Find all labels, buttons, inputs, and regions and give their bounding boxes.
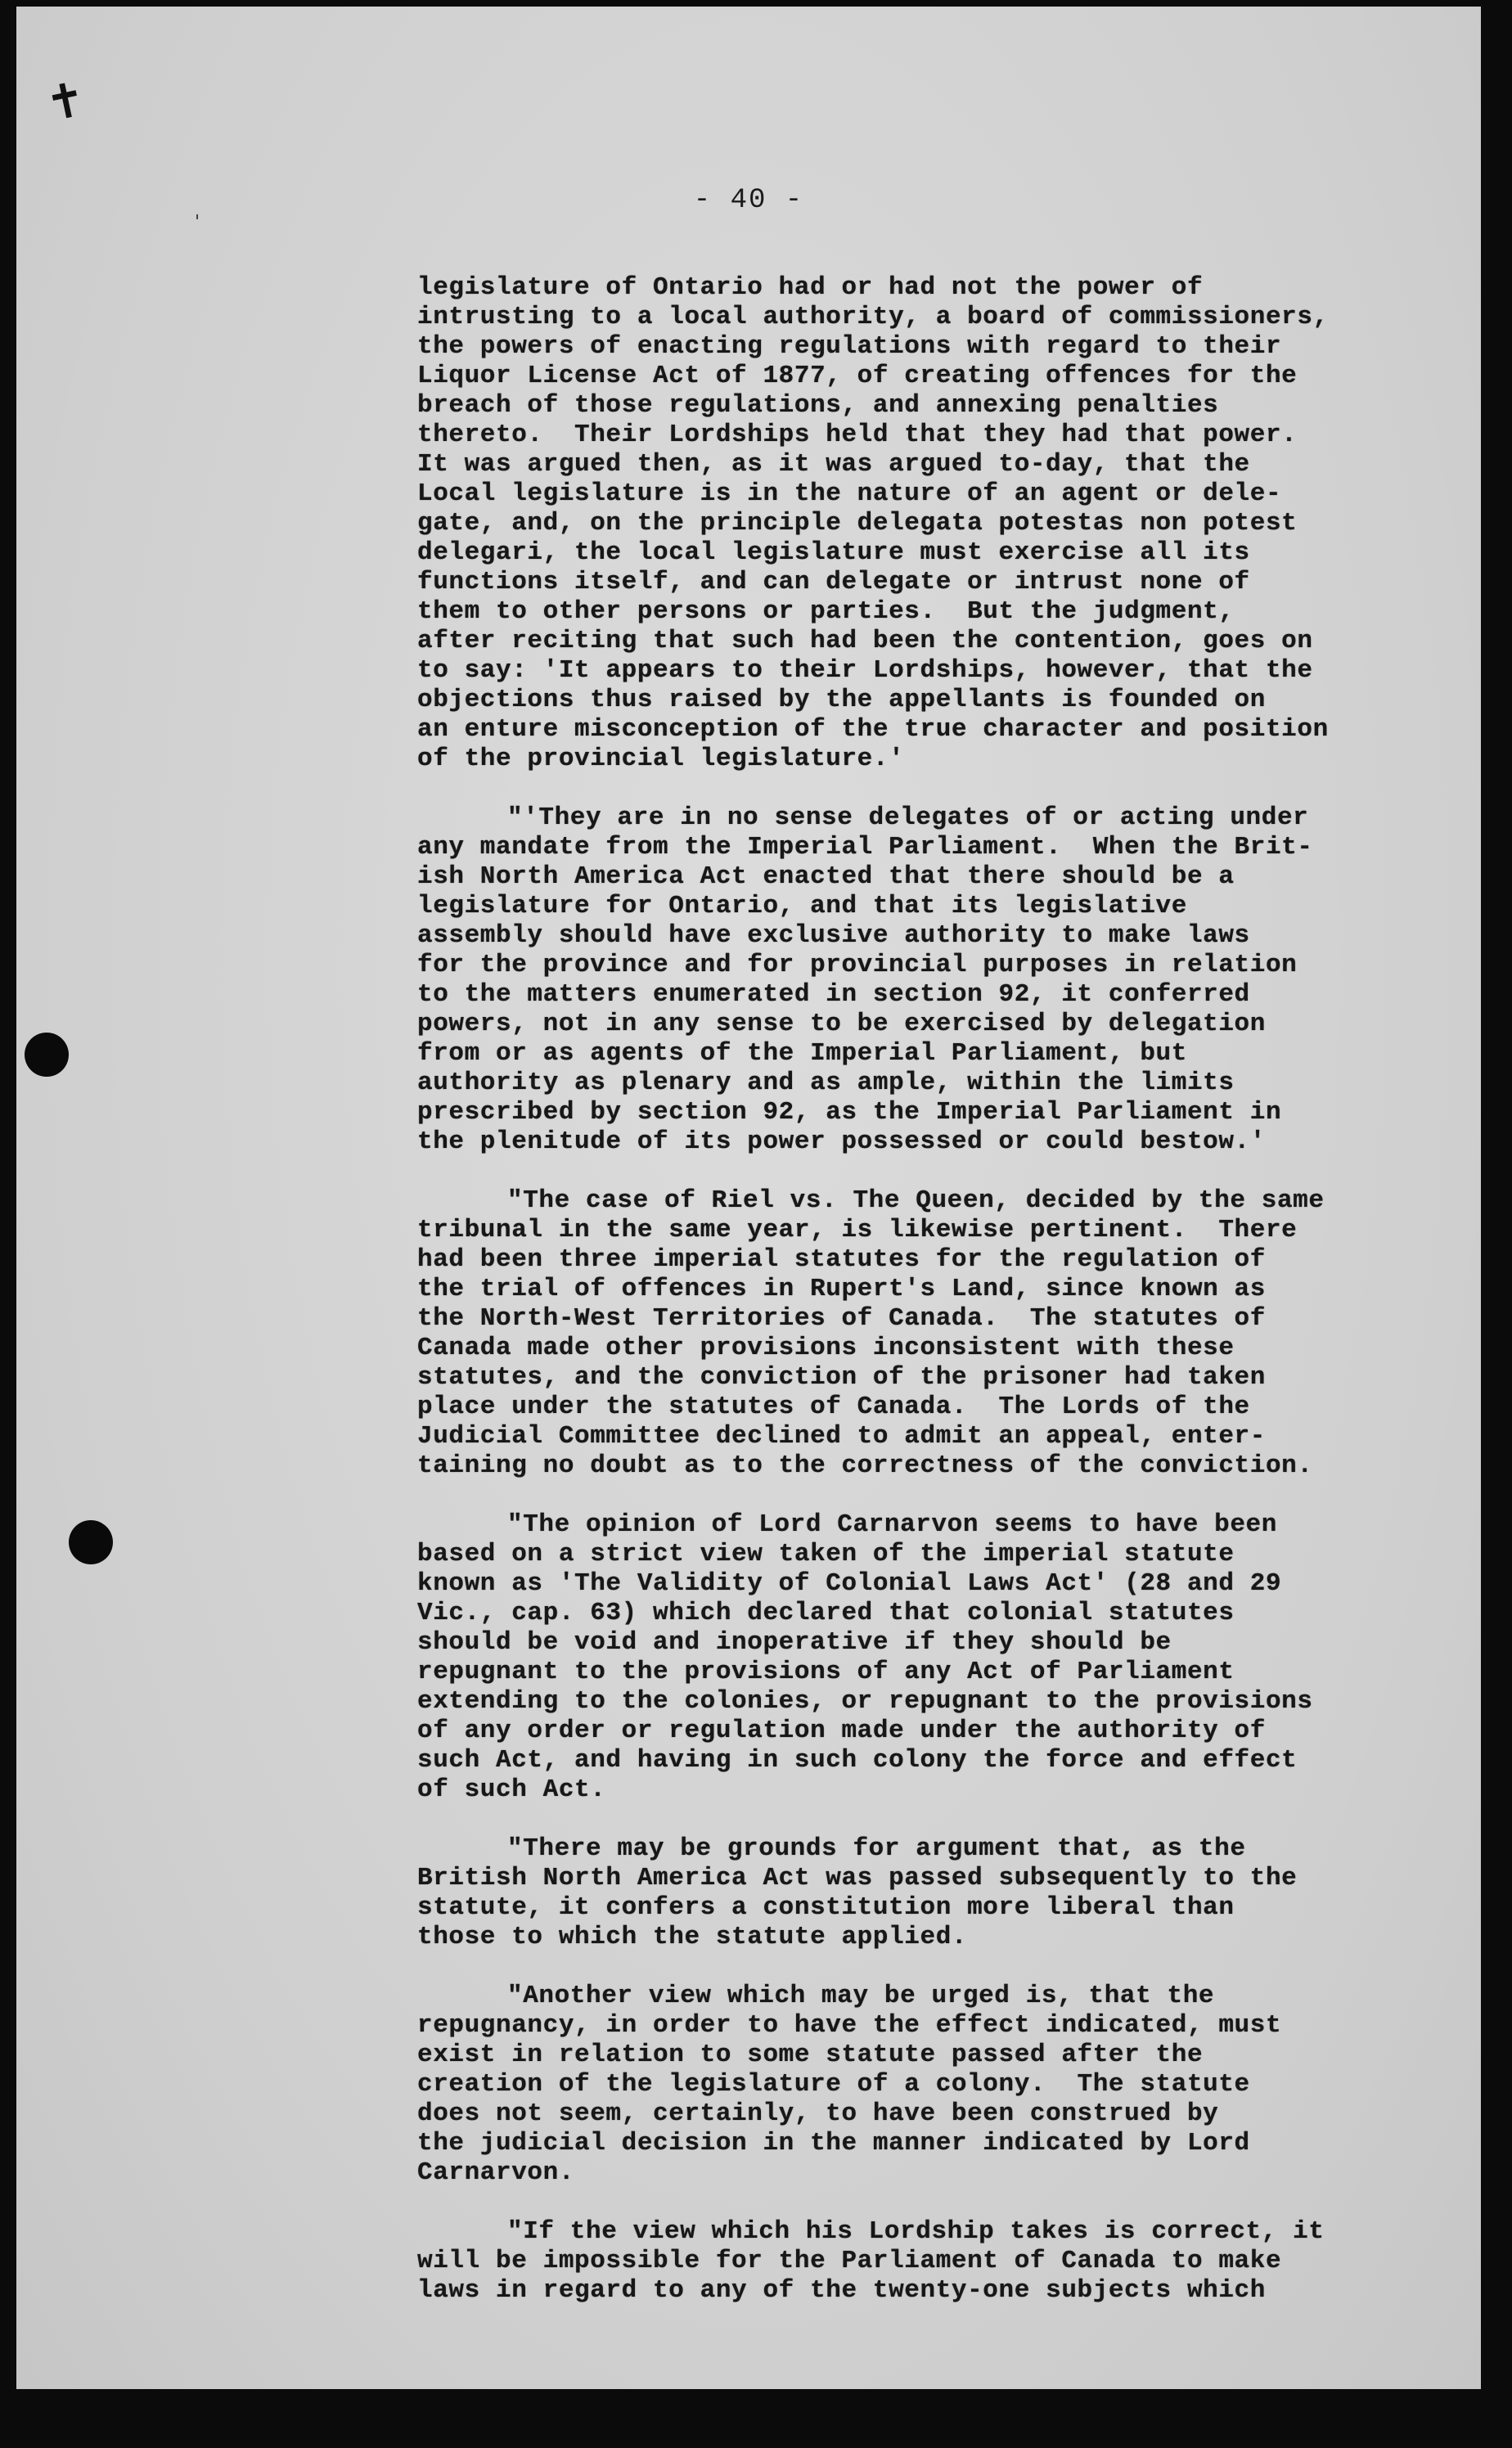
- paragraph: [417, 803, 1481, 1157]
- text-line: legislature for Ontario, and that its legislative: [417, 892, 1187, 920]
- text-line: known as 'The Validity of Colonial Laws Act' (28 and 29: [417, 1569, 1282, 1598]
- text-line: will be impossible for the Parliament of Canada to make: [417, 2247, 1282, 2275]
- text-line: "If the view which his Lordship takes is correct, it: [507, 2217, 1325, 2246]
- text-line: had been three imperial statutes for the regulation of: [417, 1245, 1266, 1274]
- text-line: the plenitude of its power possessed or could bestow.': [417, 1127, 1266, 1156]
- text-line: the trial of offences in Rupert's Land, since known as: [417, 1275, 1266, 1303]
- document-page: [16, 7, 1481, 2389]
- paragraph: [417, 2217, 1481, 2306]
- page-number: - 40 -: [693, 185, 804, 216]
- paragraph: [417, 273, 1481, 774]
- text-line: of such Act.: [417, 1775, 606, 1804]
- text-line: Canada made other provisions inconsistent with these: [417, 1334, 1235, 1362]
- text-line: from or as agents of the Imperial Parliament, but: [417, 1039, 1187, 1068]
- paragraph: [417, 1510, 1481, 1805]
- text-line: breach of those regulations, and annexing penalties: [417, 391, 1219, 420]
- text-line: Liquor License Act of 1877, of creating offences for the: [417, 362, 1298, 390]
- paragraph: [417, 1186, 1481, 1481]
- typed-body-text: [417, 273, 1481, 2335]
- text-line: repugnancy, in order to have the effect indicated, must: [417, 2011, 1282, 2040]
- text-line: legislature of Ontario had or had not the power of: [417, 273, 1204, 302]
- text-line: powers, not in any sense to be exercised by delegation: [417, 1010, 1266, 1038]
- text-line: place under the statutes of Canada. The Lords of the: [417, 1393, 1250, 1421]
- text-line: authority as plenary and as ample, within the limits: [417, 1069, 1235, 1097]
- text-line: "'They are in no sense delegates of or acting under: [507, 803, 1309, 832]
- text-line: creation of the legislature of a colony. The statute: [417, 2070, 1250, 2099]
- text-line: "Another view which may be urged is, that the: [507, 1982, 1215, 2010]
- text-line: "The case of Riel vs. The Queen, decided by the same: [507, 1186, 1325, 1215]
- text-line: should be void and inoperative if they should be: [417, 1628, 1172, 1657]
- text-line: Local legislature is in the nature of an agent or dele-: [417, 479, 1282, 508]
- text-line: intrusting to a local authority, a board of commissioners,: [417, 303, 1329, 331]
- text-line: Judicial Committee declined to admit an appeal, enter-: [417, 1422, 1266, 1451]
- punch-hole-lower: [69, 1520, 113, 1564]
- text-line: "The opinion of Lord Carnarvon seems to have been: [507, 1510, 1277, 1539]
- text-line: the powers of enacting regulations with regard to their: [417, 332, 1282, 361]
- text-line: British North America Act was passed subsequently to the: [417, 1864, 1298, 1892]
- text-line: Carnarvon.: [417, 2158, 575, 2187]
- handwritten-mark: ✝: [40, 70, 92, 133]
- text-line: any mandate from the Imperial Parliament. When the Brit-: [417, 833, 1313, 862]
- text-line: of the provincial legislature.': [417, 745, 905, 773]
- text-line: them to other persons or parties. But the judgment,: [417, 597, 1235, 626]
- text-line: taining no doubt as to the correctness of the conviction.: [417, 1451, 1313, 1480]
- text-line: gate, and, on the principle delegata potestas non potest: [417, 509, 1298, 538]
- text-line: "There may be grounds for argument that, as the: [507, 1834, 1246, 1863]
- punch-hole-upper: [25, 1033, 69, 1077]
- text-line: statutes, and the conviction of the prisoner had taken: [417, 1363, 1266, 1392]
- text-line: assembly should have exclusive authority to make laws: [417, 921, 1250, 950]
- paragraph: [417, 1834, 1481, 1952]
- text-line: statute, it confers a constitution more liberal than: [417, 1893, 1235, 1922]
- text-line: for the province and for provincial purposes in relation: [417, 951, 1298, 979]
- text-line: It was argued then, as it was argued to-day, that the: [417, 450, 1250, 479]
- text-line: objections thus raised by the appellants is founded on: [417, 686, 1266, 714]
- text-line: the judicial decision in the manner indicated by Lord: [417, 2129, 1250, 2158]
- text-line: laws in regard to any of the twenty-one subjects which: [417, 2276, 1266, 2305]
- text-line: Vic., cap. 63) which declared that colonial statutes: [417, 1599, 1235, 1627]
- text-line: to say: 'It appears to their Lordships, however, that the: [417, 656, 1313, 685]
- text-line: to the matters enumerated in section 92, it conferred: [417, 980, 1250, 1009]
- text-line: prescribed by section 92, as the Imperial Parliament in: [417, 1098, 1282, 1127]
- text-line: of any order or regulation made under the authority of: [417, 1717, 1266, 1745]
- paragraph: [417, 1982, 1481, 2188]
- text-line: such Act, and having in such colony the force and effect: [417, 1746, 1298, 1775]
- text-line: ish North America Act enacted that there should be a: [417, 862, 1235, 891]
- text-line: an enture misconception of the true character and position: [417, 715, 1329, 744]
- text-line: the North-West Territories of Canada. The statutes of: [417, 1304, 1266, 1333]
- text-line: extending to the colonies, or repugnant to the provisions: [417, 1687, 1313, 1716]
- text-line: thereto. Their Lordships held that they had that power.: [417, 421, 1298, 449]
- text-line: those to which the statute applied.: [417, 1923, 968, 1951]
- text-line: does not seem, certainly, to have been construed by: [417, 2099, 1219, 2128]
- text-line: after reciting that such had been the contention, goes on: [417, 627, 1313, 655]
- text-line: functions itself, and can delegate or intrust none of: [417, 568, 1250, 596]
- text-line: based on a strict view taken of the imperial statute: [417, 1540, 1235, 1568]
- stray-tick-mark: ˈ: [195, 213, 200, 233]
- text-line: exist in relation to some statute passed after the: [417, 2041, 1204, 2069]
- text-line: delegari, the local legislature must exercise all its: [417, 538, 1250, 567]
- text-line: tribunal in the same year, is likewise pertinent. There: [417, 1216, 1298, 1244]
- text-line: repugnant to the provisions of any Act of Parliament: [417, 1658, 1235, 1686]
